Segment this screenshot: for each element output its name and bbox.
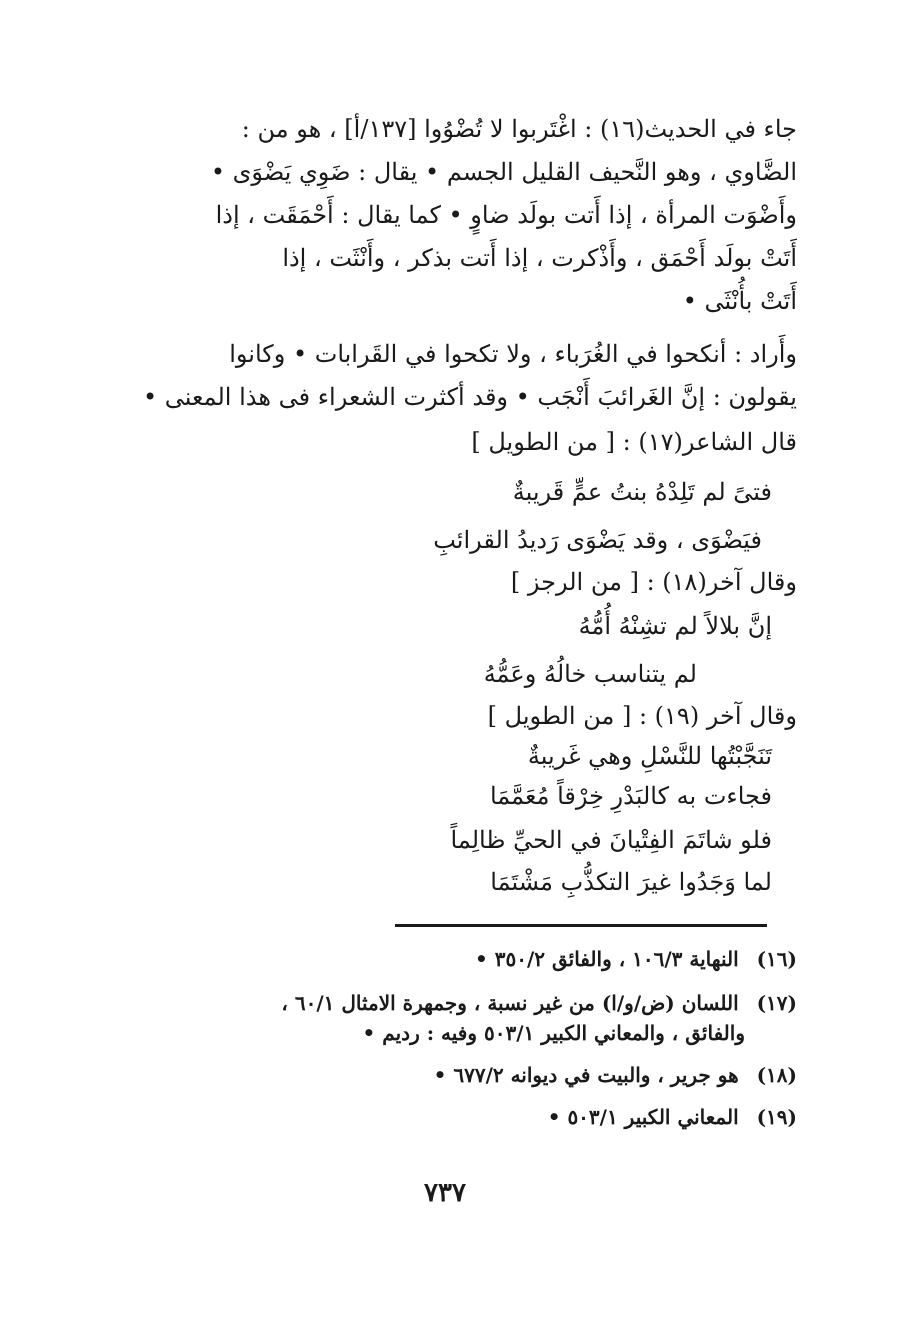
text-line: أَتَتْ بولَد أَحْمَق ، وأَذْكرت ، إذا أَتت بذكر ، وأَنْثَت ، إذا [282, 244, 797, 272]
poem-intro: وقال آخر (١٩) : [ من الطويل ] [487, 702, 797, 730]
footnote-text: هو جرير ، والبيت في ديوانه ٦٧٧/٢ • [433, 1063, 739, 1087]
footnote-number: (١٩) [756, 1105, 797, 1129]
text-line: جاء في الحديث(١٦) : اغْتَربوا لا تُضْوُوا [١٣٧/أ] ، هو من : [241, 115, 797, 143]
verse-line: فتىً لم تَلِدْهُ بنتُ عمٍّ قَريبةٌ [512, 478, 772, 506]
footnote-text: المعاني الكبير ٥٠٣/١ • [547, 1105, 739, 1129]
footnote [117, 1060, 797, 1090]
text-line: الضَّاوي ، وهو النَّحيف القليل الجسم • يقال : ضَوِي يَضْوَى • [210, 158, 797, 186]
verse-line: لم يتناسب خالُهُ وعَمُّهُ [483, 660, 697, 688]
verse-line: فلو شاتَمَ الفِتْيانَ في الحيِّ ظالِماً [450, 826, 772, 854]
footnote-number: (١٨) [756, 1063, 797, 1087]
footnote [117, 1102, 797, 1132]
footnote-number: (١٦) [756, 947, 797, 971]
verse-line: لما وَجَدُوا غيرَ التكذُّبِ مَشْتَمَا [490, 868, 772, 896]
poem-intro: وقال آخر(١٨) : [ من الرجز ] [510, 568, 797, 596]
footnote-text: اللسان (ض/و/ا) من غير نسبة ، وجمهرة الامثال ٦٠/١ ، [281, 991, 739, 1015]
text-line: وأَضْوَت المرأة ، إذا أَتت بولَد ضاوٍ • كما يقال : أَحْمَقَت ، إذا [215, 201, 797, 229]
text-line: وأَراد : أنكحوا في الغُرَباء ، ولا تكحوا في القَرابات • وكانوا [229, 340, 797, 368]
verse-line: تَنَجَّبْتُها للنَّسْلِ وهي غَريبةٌ [527, 742, 772, 770]
footnote-separator [395, 924, 767, 927]
verse-line: إنَّ بلالاً لم تشِنْهُ أُمُّهُ [578, 612, 772, 640]
poem-intro: قال الشاعر(١٧) : [ من الطويل ] [471, 428, 797, 456]
footnote-number: (١٧) [756, 991, 797, 1015]
paragraph-meaning [117, 333, 797, 419]
verse-line: فيَضْوَى ، وقد يَضْوَى رَديدُ القرائبِ [433, 526, 762, 554]
footnote-text-continued: والفائق ، والمعاني الكبير ٥٠٣/١ وفيه : رديم • [362, 1021, 745, 1045]
footnote [117, 988, 797, 1048]
text-line: أَتَتْ بأُنْثَى • [682, 287, 797, 315]
page-number: ٧٣٧ [424, 1178, 466, 1208]
verse-line: فجاءت به كالبَدْرِ خِرْقاً مُعَمَّمَا [489, 782, 772, 810]
footnote-text: النهاية ١٠٦/٣ ، والفائق ٣٥٠/٢ • [474, 947, 739, 971]
text-line: يقولون : إنَّ الغَرائبَ أَنْجَب • وقد أكثرت الشعراء فى هذا المعنى • [143, 383, 797, 411]
paragraph-hadith [117, 108, 797, 323]
footnote [117, 944, 797, 974]
